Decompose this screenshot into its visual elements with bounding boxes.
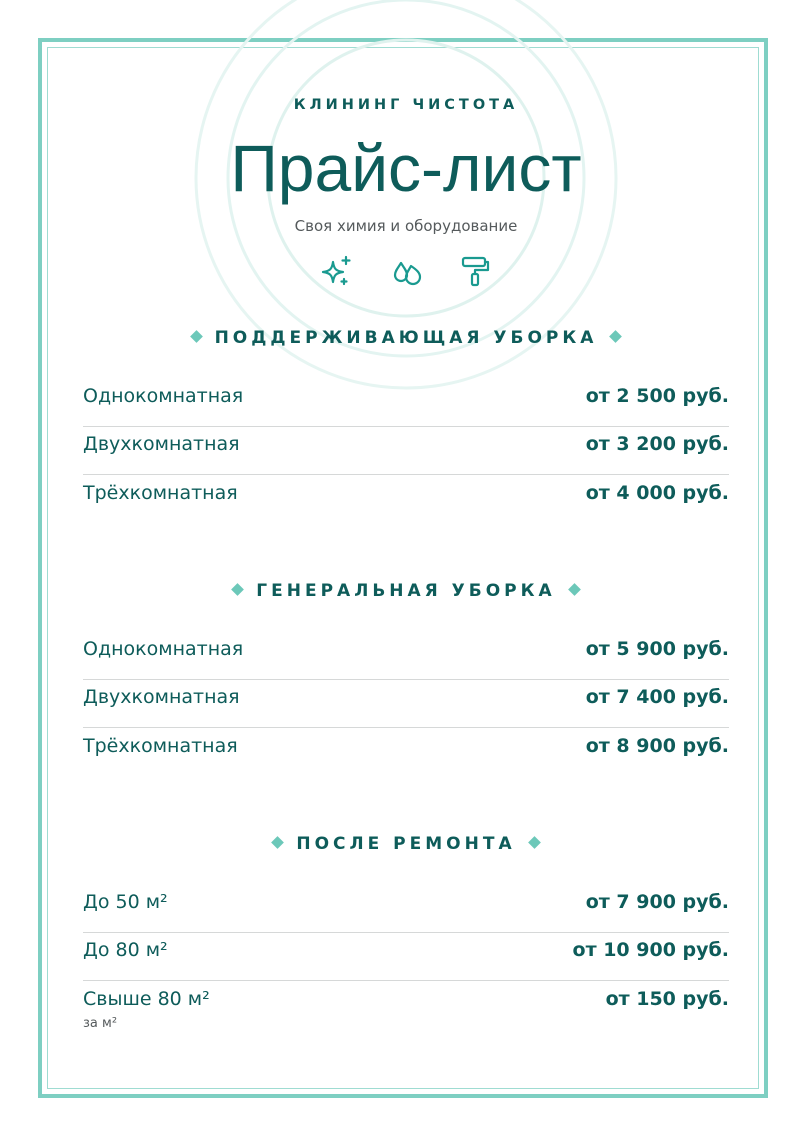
price-row: [83, 885, 729, 933]
section-title-text: ГЕНЕРАЛЬНАЯ УБОРКА: [256, 581, 556, 601]
diamond-icon: [528, 836, 541, 849]
service-name: Однокомнатная: [83, 638, 244, 660]
service-name: До 50 м²: [83, 891, 168, 913]
price-row: [83, 427, 729, 475]
service-price: от 8 900 руб.: [585, 735, 729, 757]
service-name: Двухкомнатная: [83, 433, 240, 455]
section-title-general: [0, 579, 812, 603]
sparkles-icon: [320, 254, 354, 288]
section-title-after-renovation: [0, 832, 812, 856]
diamond-icon: [272, 836, 285, 849]
diamond-icon: [610, 330, 623, 343]
service-price: от 7 900 руб.: [585, 891, 729, 913]
service-price: от 7 400 руб.: [585, 686, 729, 708]
price-row: [83, 476, 729, 524]
icon-row: [0, 254, 812, 288]
service-price: от 150 руб.: [605, 988, 729, 1010]
droplets-icon: [389, 254, 423, 288]
price-row: [83, 632, 729, 680]
diamond-icon: [568, 583, 581, 596]
diamond-icon: [231, 583, 244, 596]
page-subtitle: Своя химия и оборудование: [294, 217, 518, 235]
service-name: Свыше 80 м²: [83, 988, 210, 1010]
service-name: Однокомнатная: [83, 385, 244, 407]
service-name: Трёхкомнатная: [83, 482, 238, 504]
price-row: [83, 933, 729, 981]
section-title-text: ПОСЛЕ РЕМОНТА: [296, 834, 516, 854]
price-row: [83, 680, 729, 728]
service-price: от 5 900 руб.: [585, 638, 729, 660]
paint-roller-icon: [458, 254, 492, 288]
price-row: [83, 379, 729, 427]
service-price: от 10 900 руб.: [572, 939, 729, 961]
brand-name: КЛИНИНГ ЧИСТОТА: [293, 97, 519, 113]
service-price: от 4 000 руб.: [585, 482, 729, 504]
service-name: Трёхкомнатная: [83, 735, 238, 757]
price-row: [83, 982, 729, 1030]
page-title: Прайс-лист: [230, 131, 582, 205]
service-name: Двухкомнатная: [83, 686, 240, 708]
section-title-text: ПОДДЕРЖИВАЮЩАЯ УБОРКА: [214, 328, 598, 348]
diamond-icon: [190, 330, 203, 343]
section-title-maintenance: [0, 326, 812, 350]
service-price: от 2 500 руб.: [585, 385, 729, 407]
service-name: До 80 м²: [83, 939, 168, 961]
price-row: [83, 729, 729, 777]
unit-note: за м²: [83, 1016, 118, 1031]
service-price: от 3 200 руб.: [585, 433, 729, 455]
